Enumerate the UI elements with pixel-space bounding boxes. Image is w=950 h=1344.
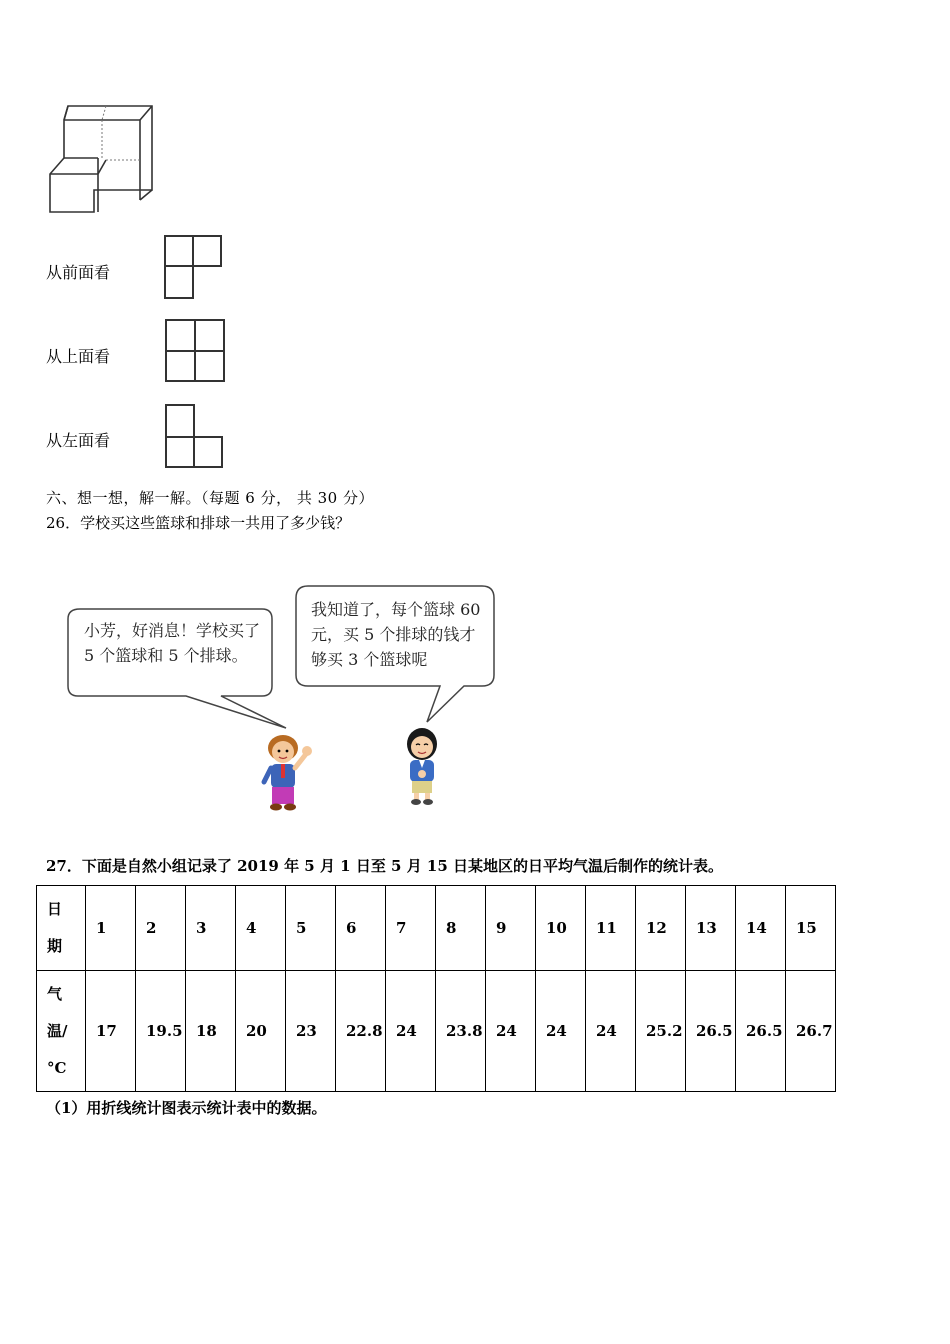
view-label-front: 从前面看 <box>46 263 111 282</box>
left-view-drawing <box>164 403 226 469</box>
girl-illustration <box>398 724 448 806</box>
date-cell: 3 <box>186 886 236 971</box>
temperature-cell: 26.7 <box>786 971 836 1092</box>
section-heading: 六、想一想，解一解。（每题 6 分， 共 30 分） <box>46 489 374 507</box>
temperature-cell: 19.5 <box>136 971 186 1092</box>
date-cell: 12 <box>636 886 686 971</box>
view-label-left: 从左面看 <box>46 431 111 450</box>
date-cell: 1 <box>86 886 136 971</box>
temperature-table <box>36 885 836 1092</box>
bubble-left-line1: 小芳，好消息！学校买了 <box>84 621 261 640</box>
date-cell: 10 <box>536 886 586 971</box>
front-view-drawing <box>163 234 225 300</box>
temperature-cell: 25.2 <box>636 971 686 1092</box>
temperature-cell: 24 <box>586 971 636 1092</box>
top-view-drawing <box>164 318 228 384</box>
date-cell: 11 <box>586 886 636 971</box>
bubble-right-line1: 我知道了，每个篮球 60 <box>311 600 481 619</box>
temperature-cell: 22.8 <box>336 971 386 1092</box>
view-label-top: 从上面看 <box>46 347 111 366</box>
question-26: 26．学校买这些篮球和排球一共用了多少钱？ <box>46 514 351 532</box>
date-cell: 4 <box>236 886 286 971</box>
date-cell: 9 <box>486 886 536 971</box>
temperature-cell: 18 <box>186 971 236 1092</box>
date-cell: 15 <box>786 886 836 971</box>
temperature-cell: 23.8 <box>436 971 486 1092</box>
date-cell: 2 <box>136 886 186 971</box>
bubble-right-line2: 元，买 5 个排球的钱才 <box>311 625 476 644</box>
temperature-cell: 24 <box>536 971 586 1092</box>
date-cell: 5 <box>286 886 336 971</box>
date-cell: 13 <box>686 886 736 971</box>
date-cell: 8 <box>436 886 486 971</box>
temperature-cell: 23 <box>286 971 336 1092</box>
date-header: 日 期 <box>37 886 86 971</box>
temperature-cell: 26.5 <box>736 971 786 1092</box>
date-cell: 7 <box>386 886 436 971</box>
subquestion-1: （1）用折线统计图表示统计表中的数据。 <box>46 1099 327 1117</box>
temperature-cell: 24 <box>386 971 436 1092</box>
bubble-left-line2: 5 个篮球和 5 个排球。 <box>84 646 248 665</box>
date-cell: 6 <box>336 886 386 971</box>
temperature-cell: 26.5 <box>686 971 736 1092</box>
temperature-row <box>37 971 836 1092</box>
date-cell: 14 <box>736 886 786 971</box>
temperature-cell: 20 <box>236 971 286 1092</box>
temperature-cell: 17 <box>86 971 136 1092</box>
temperature-header: 气 温/ °C <box>37 971 86 1092</box>
temperature-cell: 24 <box>486 971 536 1092</box>
cube-figure <box>44 100 159 220</box>
date-row <box>37 886 836 971</box>
bubble-right-line3: 够买 3 个篮球呢 <box>311 650 428 669</box>
boy-illustration <box>256 730 316 812</box>
question-27: 27．下面是自然小组记录了 2019 年 5 月 1 日至 5 月 15 日某地区的日平均气温后制作的统计表。 <box>46 857 724 875</box>
